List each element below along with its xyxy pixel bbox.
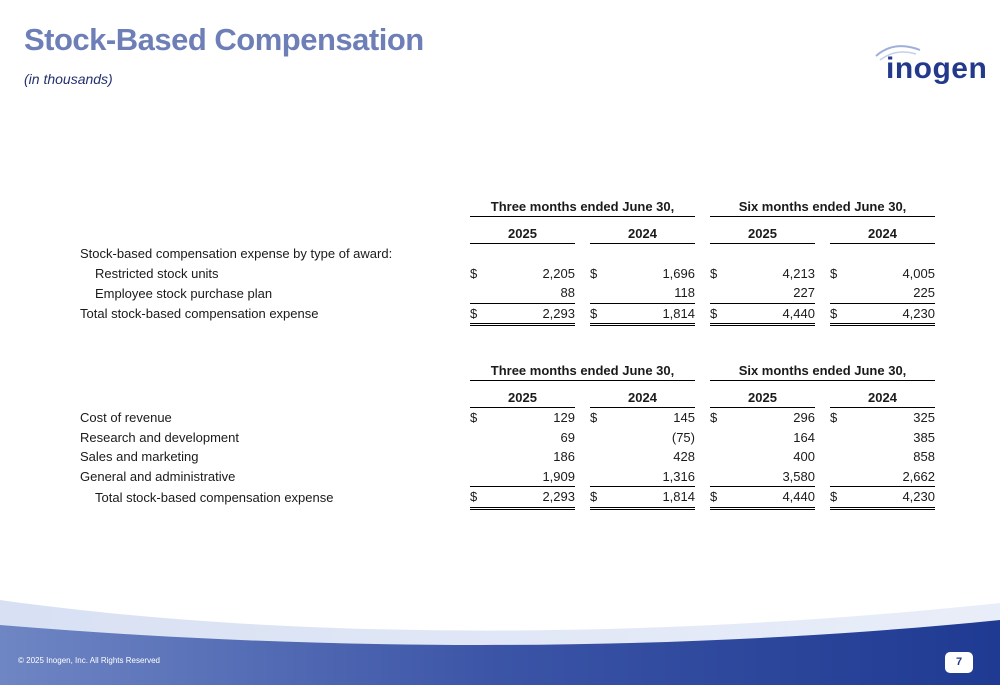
page-subtitle: (in thousands) [24, 71, 113, 87]
cell-value: 69 [560, 429, 575, 445]
table-row [80, 467, 935, 487]
cell-value: 3,580 [722, 467, 815, 487]
section-label: Stock-based compensation expense by type of award: [80, 246, 393, 262]
cell-value: 118 [602, 283, 695, 303]
year-header: 2024 [590, 217, 695, 244]
cell-value: 164 [793, 429, 815, 445]
page-number-badge: 7 [945, 652, 973, 673]
period-header-six-months: Six months ended June 30, [710, 356, 935, 381]
page-title: Stock-Based Compensation [24, 22, 424, 57]
currency-symbol: $ [470, 487, 482, 509]
logo-text: inogen [886, 52, 988, 85]
total-value: 2,293 [482, 303, 575, 325]
table-row [80, 428, 935, 448]
cell-value: 2,205 [542, 265, 575, 281]
company-logo [870, 42, 988, 92]
currency-symbol: $ [830, 265, 838, 281]
total-value: 4,230 [842, 487, 935, 509]
currency-symbol: $ [470, 265, 478, 281]
cell-value: 88 [482, 283, 575, 303]
year-header: 2024 [830, 381, 935, 408]
row-label: Restricted stock units [95, 265, 219, 281]
row-label: Research and development [80, 429, 239, 445]
currency-symbol: $ [710, 265, 718, 281]
currency-symbol: $ [590, 410, 598, 426]
period-header-six-months: Six months ended June 30, [710, 192, 935, 217]
cell-value: 1,696 [662, 265, 695, 281]
year-header: 2025 [710, 381, 815, 408]
currency-symbol: $ [590, 487, 602, 509]
cell-value: 145 [673, 410, 695, 426]
period-header-three-months: Three months ended June 30, [470, 192, 695, 217]
total-value: 4,440 [722, 303, 815, 325]
total-row [80, 303, 935, 325]
total-value: 2,293 [482, 487, 575, 509]
cell-value: 2,662 [842, 467, 935, 487]
cell-value: 325 [913, 410, 935, 426]
row-label: Cost of revenue [80, 410, 172, 425]
year-header: 2025 [470, 217, 575, 244]
cell-value: 4,213 [782, 265, 815, 281]
period-header-three-months: Three months ended June 30, [470, 356, 695, 381]
year-header: 2025 [470, 381, 575, 408]
currency-symbol: $ [470, 410, 478, 426]
table-row [80, 264, 935, 284]
cell-value: 428 [673, 449, 695, 465]
year-header: 2025 [710, 217, 815, 244]
total-row [80, 487, 935, 509]
currency-symbol: $ [710, 410, 718, 426]
row-label: Sales and marketing [80, 449, 199, 465]
cell-value: 296 [793, 410, 815, 426]
currency-symbol: $ [830, 410, 838, 426]
cell-value: 858 [913, 449, 935, 465]
cell-value: 129 [553, 410, 575, 426]
year-header: 2024 [830, 217, 935, 244]
total-label: Total stock-based compensation expense [95, 489, 334, 505]
currency-symbol: $ [590, 265, 598, 281]
cell-value: 4,005 [902, 265, 935, 281]
total-value: 4,440 [722, 487, 815, 509]
table-row [80, 283, 935, 303]
row-label: General and administrative [80, 469, 236, 484]
cell-value: 1,909 [482, 467, 575, 487]
cell-value: 227 [722, 283, 815, 303]
total-value: 1,814 [602, 303, 695, 325]
footer-wave-band [0, 595, 1000, 685]
award-type-table [80, 192, 935, 326]
total-label: Total stock-based compensation expense [80, 306, 319, 322]
currency-symbol: $ [710, 487, 722, 509]
table-row [80, 408, 935, 428]
cell-value: 400 [793, 449, 815, 465]
cell-value: 225 [842, 283, 935, 303]
row-label: Employee stock purchase plan [95, 285, 273, 301]
year-header: 2024 [590, 381, 695, 408]
cell-value: 186 [553, 449, 575, 465]
function-table [80, 356, 935, 510]
table-row [80, 447, 935, 467]
cell-value: 1,316 [602, 467, 695, 487]
cell-value: 385 [913, 429, 935, 445]
currency-symbol: $ [710, 303, 722, 325]
currency-symbol: $ [830, 487, 842, 509]
total-value: 4,230 [842, 303, 935, 325]
total-value: 1,814 [602, 487, 695, 509]
cell-value: (75) [671, 429, 695, 445]
copyright-text: © 2025 Inogen, Inc. All Rights Reserved [18, 656, 160, 665]
currency-symbol: $ [830, 303, 842, 325]
currency-symbol: $ [590, 303, 602, 325]
currency-symbol: $ [470, 303, 482, 325]
